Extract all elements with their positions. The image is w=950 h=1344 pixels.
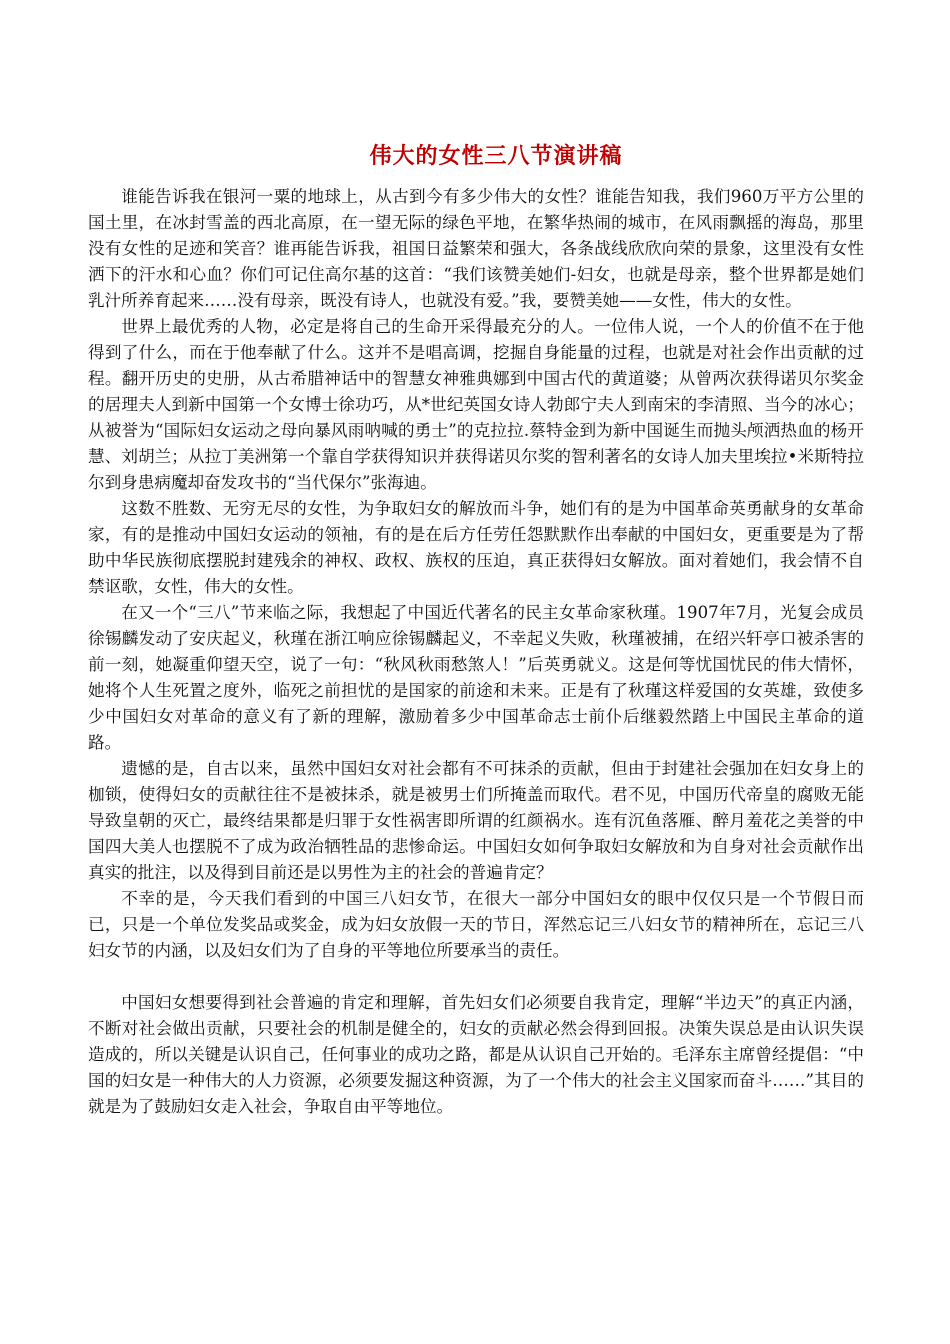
document-page xyxy=(88,140,864,1120)
paragraph-1: 谁能告诉我在银河一粟的地球上，从古到今有多少伟大的女性？谁能告知我，我们960万平方公里的国土里，在冰封雪盖的西北高原，在一望无际的绿色平地，在繁华热闹的城市，在风雨飘摇的海岛，那里没有女性的足迹和笑音？谁再能告诉我，祖国日益繁荣和强大，各条战线欣欣向荣的景象，这里没有女性洒下的汗水和心血？你们可记住高尔基的这首：“我们该赞美她们-妇女，也就是母亲，整个世界都是她们乳汁所养育起来……没有母亲，既没有诗人，也就没有爱。”我，要赞美她——女性，伟大的女性。 xyxy=(88,187,864,310)
paragraph-spacer xyxy=(88,964,864,990)
paragraph-3: 这数不胜数、无穷无尽的女性，为争取妇女的解放而斗争，她们有的是为中国革命英勇献身的女革命家，有的是推动中国妇女运动的领袖，有的是在后方任劳任怨默默作出奉献的中国妇女，更重要是为了帮助中华民族彻底摆脱封建残余的神权、政权、族权的压迫，真正获得妇女解放。面对着她们，我会情不自禁讴歌，女性，伟大的女性。 xyxy=(88,499,864,596)
document-title: 伟大的女性三八节演讲稿 xyxy=(369,144,623,169)
paragraph-7: 中国妇女想要得到社会普遍的肯定和理解，首先妇女们必须要自我肯定，理解“半边天”的真正内涵，不断对社会做出贡献，只要社会的机制是健全的，妇女的贡献必然会得到回报。决策失误总是由认识失误造成的，所以关键是认识自己，任何事业的成功之路，都是从认识自己开始的。毛泽东主席曾经提倡：“中国的妇女是一种伟大的人力资源，必须要发掘这种资源，为了一个伟大的社会主义国家而奋斗……”其目的就是为了鼓励妇女走入社会，争取自由平等地位。 xyxy=(88,993,864,1116)
paragraph-5: 遗憾的是，自古以来，虽然中国妇女对社会都有不可抹杀的贡献，但由于封建社会强加在妇女身上的枷锁，使得妇女的贡献往往不是被抹杀，就是被男士们所掩盖而取代。君不见，中国历代帝皇的腐败无能导致皇朝的灭亡，最终结果都是归罪于女性祸害即所谓的红颜祸水。连有沉鱼落雁、醉月羞花之美誉的中国四大美人也摆脱不了成为政治牺牲品的悲惨命运。中国妇女如何争取妇女解放和为自身对社会贡献作出真实的批注，以及得到目前还是以男性为主的社会的普遍肯定？ xyxy=(88,759,864,882)
paragraph-6: 不幸的是，今天我们看到的中国三八妇女节，在很大一部分中国妇女的眼中仅仅只是一个节假日而已，只是一个单位发奖品或奖金，成为妇女放假一天的节日，浑然忘记三八妇女节的精神所在，忘记三八妇女节的内涵，以及妇女们为了自身的平等地位所要承当的责任。 xyxy=(88,889,864,960)
paragraph-4: 在又一个“三八”节来临之际，我想起了中国近代著名的民主女革命家秋瑾。1907年7月，光复会成员徐锡麟发动了安庆起义，秋瑾在浙江响应徐锡麟起义，不幸起义失败，秋瑾被捕，在绍兴轩亭口被杀害的前一刻，她凝重仰望天空，说了一句：“秋风秋雨愁煞人！”后英勇就义。这是何等忧国忧民的伟大情怀，她将个人生死置之度外，临死之前担忧的是国家的前途和未来。正是有了秋瑾这样爱国的女英雄，致使多少中国妇女对革命的意义有了新的理解，激励着多少中国革命志士前仆后继毅然踏上中国民主革命的道路。 xyxy=(88,603,864,752)
paragraph-2: 世界上最优秀的人物，必定是将自己的生命开采得最充分的人。一位伟人说，一个人的价值不在于他得到了什么，而在于他奉献了什么。这并不是唱高调，挖掘自身能量的过程，也就是对社会作出贡献的过程。翻开历史的史册，从古希腊神话中的智慧女神雅典娜到中国古代的黄道婆；从曾两次获得诺贝尔奖金的居理夫人到新中国第一个女博士徐功巧，从*世纪英国女诗人勃郎宁夫人到南宋的李清照、当今的冰心；从被誉为“国际妇女运动之母向暴风雨呐喊的勇士”的克拉拉.蔡特金到为新中国诞生而抛头颅洒热血的杨开慧、刘胡兰；从拉丁美洲第一个靠自学获得知识并获得诺贝尔奖的智利著名的女诗人加夫里埃拉•米斯特拉尔到身患病魔却奋发攻书的“当代保尔”张海迪。 xyxy=(88,317,864,492)
